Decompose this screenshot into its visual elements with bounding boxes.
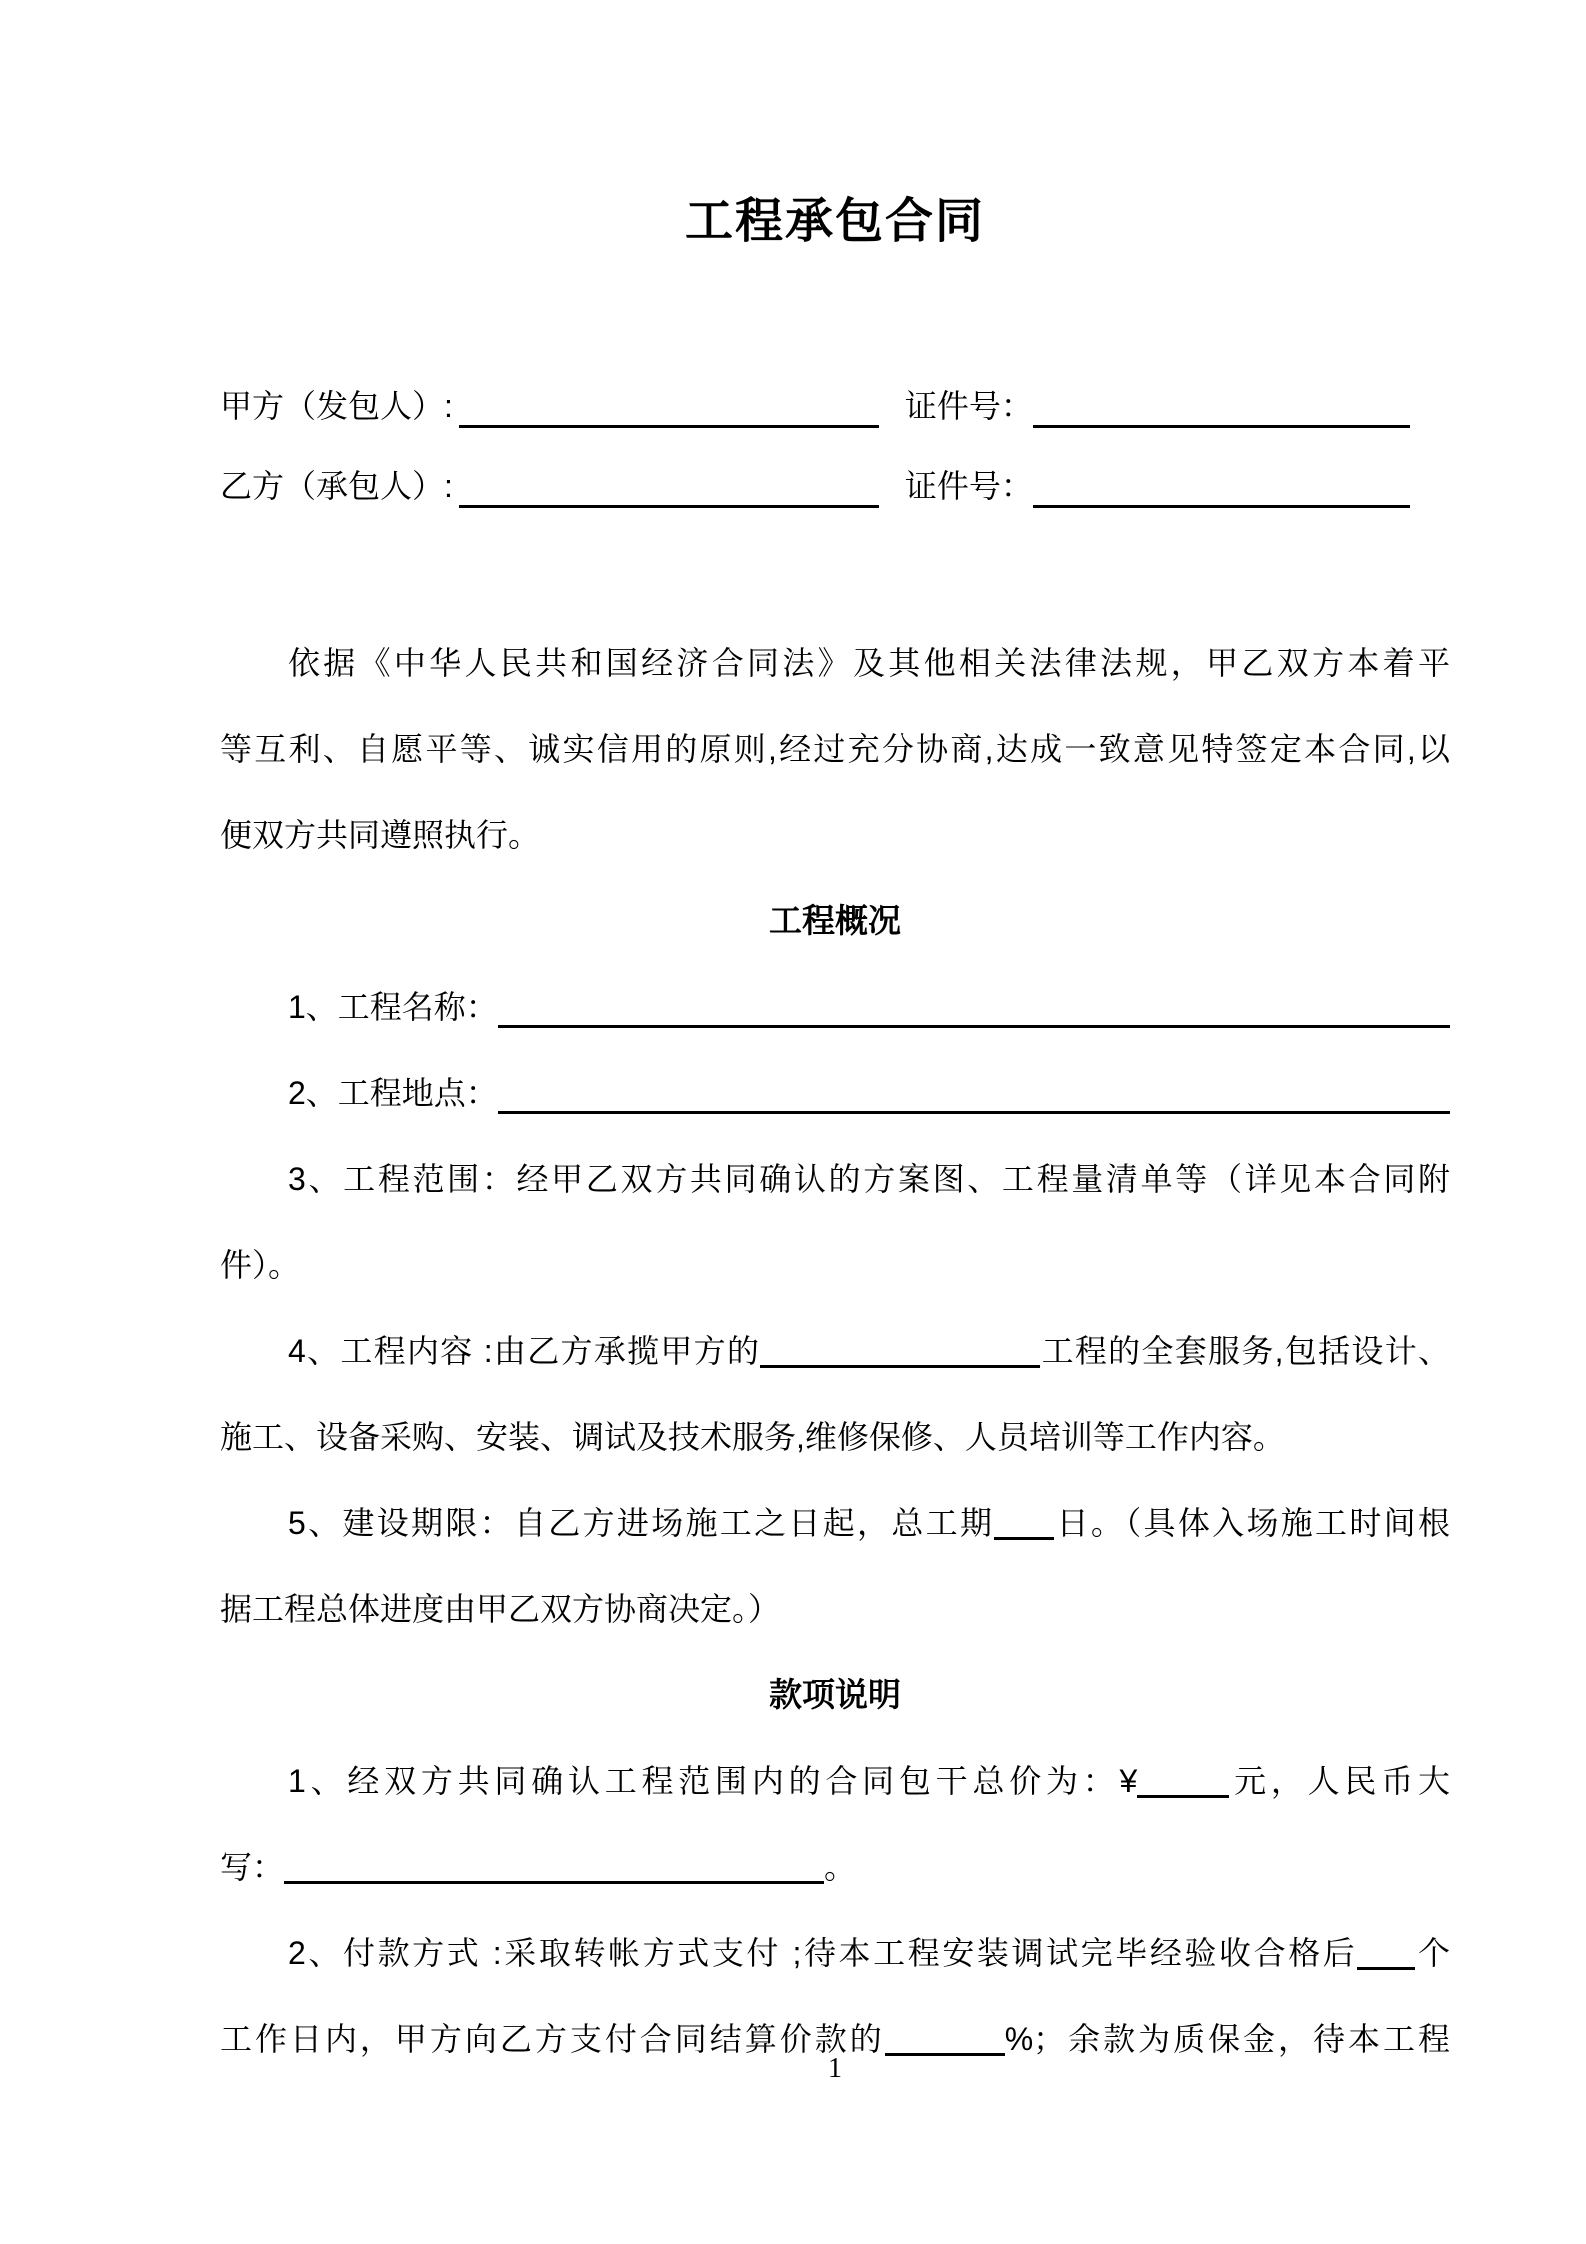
intro-line-3: 便双方共同遵照执行。 xyxy=(220,817,541,853)
construction-period-text-pre: 5、建设期限：自乙方进场施工之日起，总工期 xyxy=(288,1505,995,1541)
contract-body xyxy=(220,620,1450,2082)
contract-title: 工程承包合同 xyxy=(684,195,985,248)
intro-line-2: 等互利、自愿平等、诚实信用的原则,经过充分协商,达成一致意见特签定本合同,以 xyxy=(220,731,1450,767)
payment-method-text-pre: 2、付款方式 :采取转帐方式支付 ;待本工程安装调试完毕经验收合格后 xyxy=(288,1935,1358,1971)
project-name-field[interactable] xyxy=(498,964,1450,1028)
party-a-id-field[interactable] xyxy=(1033,389,1410,428)
party-b-id-label: 证件号： xyxy=(904,468,1033,504)
item-construction-period-line-1 xyxy=(220,1480,1450,1566)
item-project-content-line-2: 施工、设备采购、安装、调试及技术服务,维修保修、人员培训等工作内容。 xyxy=(220,1419,1285,1455)
item-project-location-label: 2、工程地点： xyxy=(288,1075,498,1111)
contract-price-text-pre: 1、经双方共同确认工程范围内的合同包干总价为：¥ xyxy=(288,1763,1138,1799)
payment-percent-text-post: %；余款为质保金，待本工程 xyxy=(1004,2021,1450,2057)
project-content-field[interactable] xyxy=(760,1329,1040,1368)
party-a-row xyxy=(220,384,1410,428)
item-project-content-line-1 xyxy=(220,1308,1450,1394)
price-in-words-field[interactable] xyxy=(284,1845,824,1884)
project-location-field[interactable] xyxy=(498,1050,1450,1114)
contract-price-amount-field[interactable] xyxy=(1137,1759,1229,1798)
total-duration-field[interactable] xyxy=(994,1501,1054,1540)
item-project-name-label: 1、工程名称： xyxy=(288,989,498,1025)
payment-days-field[interactable] xyxy=(1357,1931,1415,1970)
page-number: 1 xyxy=(828,2053,842,2084)
item-project-scope-line-1: 3、工程范围：经甲乙双方共同确认的方案图、工程量清单等（详见本合同附 xyxy=(288,1161,1450,1197)
item-project-name-row xyxy=(220,964,1450,1050)
party-a-name-field[interactable] xyxy=(459,389,879,428)
item-project-scope-line-2: 件）。 xyxy=(220,1247,301,1283)
party-b-name-field[interactable] xyxy=(459,469,879,508)
item-construction-period-line-2: 据工程总体进度由甲乙双方协商决定。） xyxy=(220,1591,781,1627)
section-heading-payment-terms: 款项说明 xyxy=(769,1676,901,1713)
item-contract-price-line-1 xyxy=(220,1738,1450,1824)
item-contract-price-line-2 xyxy=(220,1824,1450,1910)
project-content-text-pre: 4、工程内容 :由乙方承揽甲方的 xyxy=(288,1333,761,1369)
price-in-words-label: 写： xyxy=(220,1849,285,1885)
price-in-words-period: 。 xyxy=(824,1849,857,1885)
section-heading-project-overview: 工程概况 xyxy=(769,902,901,939)
item-project-location-row xyxy=(220,1050,1450,1136)
contract-price-text-post: 元，人民币大 xyxy=(1229,1763,1450,1799)
payment-percent-text-pre: 工作日内，甲方向乙方支付合同结算价款的 xyxy=(220,2021,885,2057)
payment-method-text-post: 个 xyxy=(1415,1935,1450,1971)
construction-period-text-post: 日。（具体入场施工时间根 xyxy=(1054,1505,1450,1541)
payment-percent-field[interactable] xyxy=(885,2017,1005,2056)
item-payment-method-line-1 xyxy=(220,1910,1450,1996)
party-a-id-label: 证件号： xyxy=(904,388,1033,424)
intro-line-1: 依据《中华人民共和国经济合同法》及其他相关法律法规，甲乙双方本着平 xyxy=(288,645,1450,681)
party-b-row xyxy=(220,464,1410,508)
party-b-id-field[interactable] xyxy=(1033,469,1410,508)
party-a-label: 甲方（发包人）: xyxy=(220,388,453,424)
project-content-text-post: 工程的全套服务,包括设计、 xyxy=(1040,1333,1450,1369)
party-b-label: 乙方（承包人）: xyxy=(220,468,453,504)
